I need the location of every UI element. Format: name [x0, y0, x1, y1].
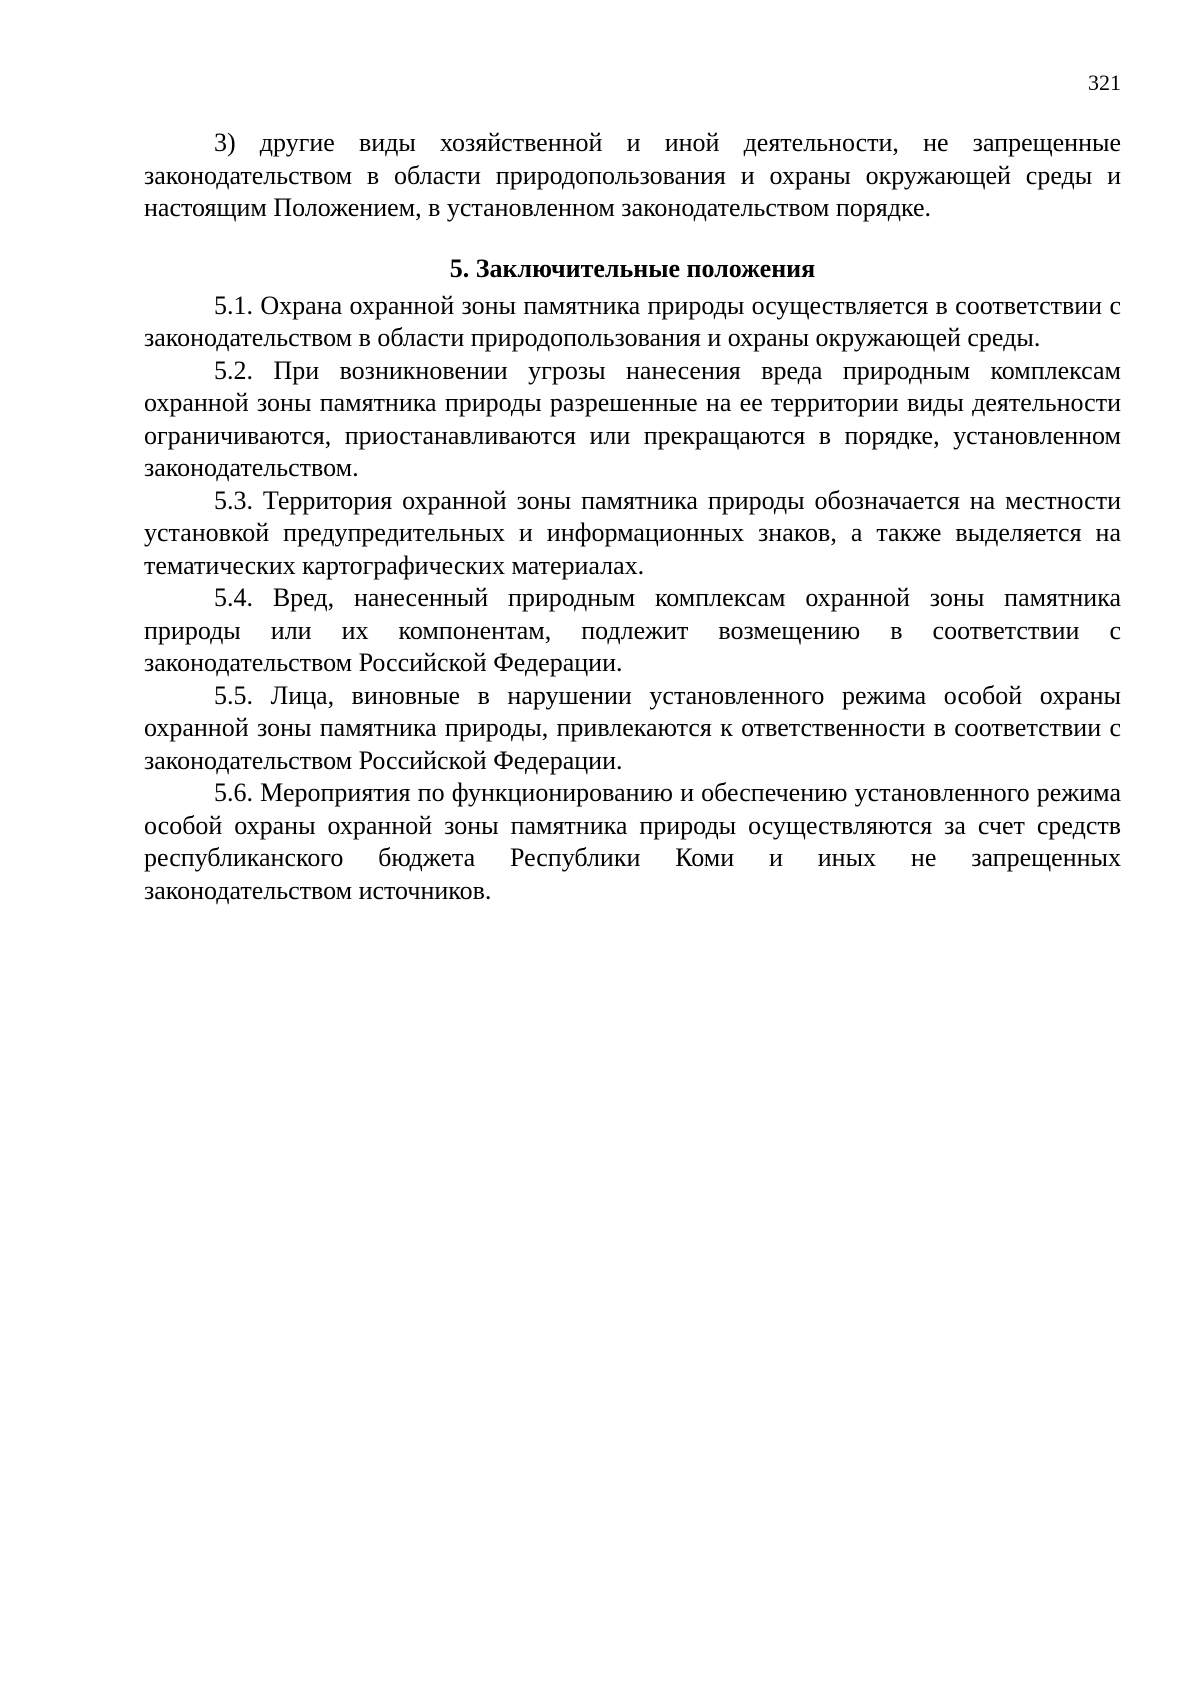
page-number: 321: [1088, 70, 1121, 95]
paragraph-5-6: 5.6. Мероприятия по функционированию и обеспечению установленного режима особой охраны охранной зоны памятника природы осуществляются за счет средств республиканского бюджета Республики Коми и иных не запрещенных законодательством источников.: [144, 778, 1121, 905]
paragraph-5-2: 5.2. При возникновении угрозы нанесения вреда природным комплексам охранной зоны памятника природы разрешенные на ее территории виды деятельности ограничиваются, приостанавливаются или прекращаются в порядке, установленном законодательством.: [144, 355, 1121, 482]
paragraph-5-3: 5.3. Территория охранной зоны памятника природы обозначается на местности установкой предупредительных и информационных знаков, а также выделяется на тематических картографических материалах.: [144, 485, 1121, 580]
paragraph-5-5: 5.5. Лица, виновные в нарушении установленного режима особой охраны охранной зоны памятника природы, привлекаются к ответственности в соответствии с законодательством Российской Федерации.: [144, 680, 1121, 775]
section-heading: 5. Заключительные положения: [449, 253, 816, 283]
paragraph-5-1: 5.1. Охрана охранной зоны памятника природы осуществляется в соответствии с законодательством в области природопользования и охраны окружающей среды.: [144, 290, 1121, 352]
document-body: [144, 127, 1121, 907]
paragraph-3: 3) другие виды хозяйственной и иной деятельности, не запрещенные законодательством в области природопользования и охраны окружающей среды и настоящим Положением, в установленном законодательством порядке.: [144, 128, 1121, 222]
paragraph-5-4: 5.4. Вред, нанесенный природным комплексам охранной зоны памятника природы или их компонентам, подлежит возмещению в соответствии с законодательством Российской Федерации.: [144, 583, 1121, 677]
